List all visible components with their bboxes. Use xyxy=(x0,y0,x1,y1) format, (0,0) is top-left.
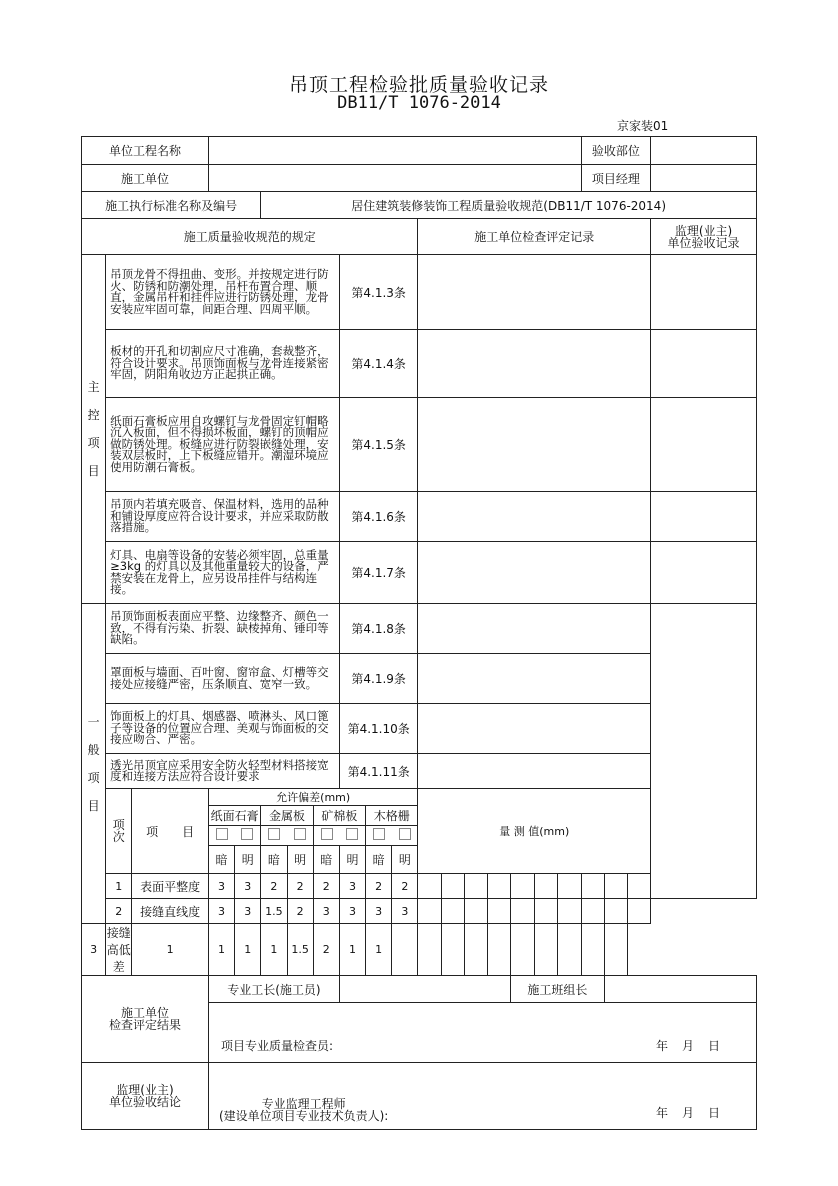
clause-ref: 第4.1.4条 xyxy=(339,330,418,398)
standard-label: 施工执行标准名称及编号 xyxy=(82,192,261,219)
measured-cell[interactable] xyxy=(627,874,650,899)
light-header: 明 xyxy=(339,846,365,874)
contractor-record-cell[interactable] xyxy=(418,542,651,604)
requirement-text: 罩面板与墙面、百叶窗、窗帘盒、灯槽等交接处应接缝严密，压条顺直、宽窄一致。 xyxy=(106,654,340,704)
clause-ref: 第4.1.8条 xyxy=(339,604,418,654)
foreman-field[interactable] xyxy=(339,976,510,1003)
tolerance-value: 2 xyxy=(392,874,418,899)
main-items-section-label xyxy=(82,255,106,604)
checkbox-icon[interactable] xyxy=(216,828,228,840)
contractor-result-line2: 检查评定结果 xyxy=(108,1018,181,1032)
requirement-text: 吊顶龙骨不得扭曲、变形。并按规定进行防火、防锈和防潮处理，吊杆布置合理、顺直，金属吊杆和挂件应进行防锈处理，龙骨安装应牢固可靠，间距合理、四周平顺。 xyxy=(106,255,340,330)
measured-cell[interactable] xyxy=(604,924,627,976)
supervisor-conclusion-label xyxy=(82,1063,209,1130)
seq-cell: 3 xyxy=(82,924,106,976)
measured-cell[interactable] xyxy=(511,924,535,976)
general-items-section-label xyxy=(82,604,106,924)
measured-cell[interactable] xyxy=(581,874,604,899)
engineer-line1: 专业监理工程师 xyxy=(261,1097,346,1111)
contractor-result-label xyxy=(82,976,209,1063)
checkbox-wood-light[interactable] xyxy=(392,826,418,846)
material-metal-board: 金属板 xyxy=(261,806,313,826)
supervising-engineer-label xyxy=(219,1098,388,1122)
project-manager-field[interactable] xyxy=(651,165,757,192)
contractor-result-line1: 施工单位 xyxy=(120,1006,169,1020)
contractor-result-field[interactable] xyxy=(208,1003,756,1063)
supervisor-record-cell[interactable] xyxy=(651,542,757,604)
tolerance-value: 2 xyxy=(313,924,339,976)
clause-ref: 第4.1.10条 xyxy=(339,704,418,754)
tolerance-value: 1 xyxy=(366,924,392,976)
acceptance-part-field[interactable] xyxy=(651,137,757,165)
supervisor-conclusion-line1: 监理(业主) xyxy=(116,1083,174,1097)
measured-cell[interactable] xyxy=(558,924,581,976)
tolerance-row xyxy=(82,899,757,924)
tolerance-value: 3 xyxy=(208,874,234,899)
material-wood-grille: 木格栅 xyxy=(366,806,418,826)
clause-ref: 第4.1.6条 xyxy=(339,492,418,542)
month-label: 月 xyxy=(681,1106,694,1120)
form-title: 吊顶工程检验批质量验收记录 xyxy=(288,74,549,96)
tolerance-value: 1 xyxy=(132,924,209,976)
measured-cell[interactable] xyxy=(487,874,510,899)
measured-cell[interactable] xyxy=(392,924,418,976)
checkbox-metal-dark[interactable] xyxy=(261,826,287,846)
tolerance-value: 3 xyxy=(235,874,261,899)
requirement-text: 饰面板上的灯具、烟感器、喷淋头、风口篦子等设备的位置应合理、美观与饰面板的交接应吻合、严密。 xyxy=(106,704,340,754)
supervisor-header-line1: 监理(业主) xyxy=(674,223,733,238)
spec-column-header: 施工质量验收规范的规定 xyxy=(82,219,418,255)
checkbox-icon[interactable] xyxy=(346,828,358,840)
measured-cell[interactable] xyxy=(511,874,535,899)
clause-ref: 第4.1.9条 xyxy=(339,654,418,704)
dark-header: 暗 xyxy=(208,846,234,874)
material-mineral-wool: 矿棉板 xyxy=(313,806,365,826)
checkbox-gypsum-dark[interactable] xyxy=(208,826,234,846)
tolerance-value: 3 xyxy=(339,899,365,924)
seq-cell: 2 xyxy=(106,899,132,924)
date-fields xyxy=(642,1104,720,1121)
year-label: 年 xyxy=(655,1106,668,1120)
acceptance-part-label: 验收部位 xyxy=(581,137,651,165)
supervisor-header-line2: 单位验收记录 xyxy=(667,235,740,250)
contractor-record-column-header: 施工单位检查评定记录 xyxy=(418,219,651,255)
dark-header: 暗 xyxy=(366,846,392,874)
allowed-deviation-header: 允许偏差(mm) xyxy=(208,789,418,806)
standard-value: 居住建筑装修装饰工程质量验收规范(DB11/T 1076-2014) xyxy=(261,192,757,219)
clause-ref: 第4.1.5条 xyxy=(339,398,418,492)
measured-cell[interactable] xyxy=(558,874,581,899)
measured-cell[interactable] xyxy=(418,899,441,924)
checkbox-icon[interactable] xyxy=(268,828,280,840)
checkbox-icon[interactable] xyxy=(241,828,253,840)
checkbox-mineral-dark[interactable] xyxy=(313,826,339,846)
engineer-line2: (建设单位项目专业技术负责人): xyxy=(218,1109,389,1123)
contractor-label: 施工单位 xyxy=(82,165,209,192)
dark-header: 暗 xyxy=(261,846,287,874)
tolerance-value: 3 xyxy=(392,899,418,924)
supervisor-conclusion-line2: 单位验收结论 xyxy=(108,1095,181,1109)
tolerance-value: 1 xyxy=(208,924,234,976)
general-label-char: 一 xyxy=(87,714,100,729)
date-fields xyxy=(642,1037,720,1054)
main-label-char: 目 xyxy=(87,464,100,478)
item-cell: 表面平整度 xyxy=(132,874,209,899)
contractor-record-cell[interactable] xyxy=(418,754,651,789)
requirement-text: 透光吊顶宜应采用安全防火轻型材料搭接宽度和连接方法应符合设计要求 xyxy=(106,754,340,789)
measured-cell[interactable] xyxy=(487,899,510,924)
standard-code: DB11/T 1076-2014 xyxy=(337,93,501,113)
main-label-char: 主 xyxy=(87,380,100,394)
measured-cell[interactable] xyxy=(558,899,581,924)
project-name-field[interactable] xyxy=(208,137,581,165)
main-item-row xyxy=(82,492,757,542)
main-item-row xyxy=(82,398,757,492)
contractor-record-cell[interactable] xyxy=(418,330,651,398)
item-cell: 接缝直线度 xyxy=(132,899,209,924)
tolerance-value: 3 xyxy=(339,874,365,899)
measured-cell[interactable] xyxy=(581,899,604,924)
month-label: 月 xyxy=(681,1039,694,1053)
year-label: 年 xyxy=(655,1039,668,1053)
clause-ref: 第4.1.3条 xyxy=(339,255,418,330)
supervisor-record-cell[interactable] xyxy=(651,604,757,899)
main-item-row xyxy=(82,542,757,604)
contractor-record-cell[interactable] xyxy=(418,604,651,654)
team-leader-field[interactable] xyxy=(604,976,756,1003)
tolerance-value: 3 xyxy=(235,899,261,924)
requirement-text: 板材的开孔和切割应尺寸准确，套裁整齐，符合设计要求。吊顶饰面板与龙骨连接紧密牢固，阴阳角收边方正起拱正确。 xyxy=(106,330,340,398)
measured-cell[interactable] xyxy=(535,899,558,924)
requirement-text: 纸面石膏板应用自攻螺钉与龙骨固定钉帽略沉入板面，但不得损坏板面，螺钉的顶帽应做防锈处理。板缝应进行防裂嵌缝处理，安装双层板时，上下板缝应错开。潮湿环境应使用防潮石膏板。 xyxy=(106,398,340,492)
measured-cell[interactable] xyxy=(464,874,487,899)
tolerance-value: 1 xyxy=(235,924,261,976)
measured-cell[interactable] xyxy=(604,874,627,899)
measured-cell[interactable] xyxy=(464,899,487,924)
requirement-text: 灯具、电扇等设备的安装必须牢固，总重量≥3kg 的灯具以及其他重量较大的设备，严禁安装在龙骨上，应另设吊挂件与结构连接。 xyxy=(106,542,340,604)
supervisor-record-cell[interactable] xyxy=(651,398,757,492)
day-label: 日 xyxy=(707,1039,720,1053)
dark-header: 暗 xyxy=(313,846,339,874)
item-header: 项 目 xyxy=(132,789,209,874)
tolerance-value: 2 xyxy=(287,874,313,899)
quality-inspector-label: 项目专业质量检查员: xyxy=(220,1039,333,1053)
contractor-record-cell[interactable] xyxy=(418,492,651,542)
material-gypsum-board: 纸面石膏 xyxy=(208,806,260,826)
tolerance-value: 2 xyxy=(313,874,339,899)
main-label-char: 项 xyxy=(87,436,100,450)
measured-cell[interactable] xyxy=(441,874,464,899)
measured-cell[interactable] xyxy=(604,899,627,924)
general-label-char: 目 xyxy=(87,798,100,813)
requirement-text: 吊顶内若填充吸音、保温材料，选用的品种和铺设厚度应符合设计要求，并应采取防散落措施。 xyxy=(106,492,340,542)
measured-cell[interactable] xyxy=(441,924,464,976)
contractor-field[interactable] xyxy=(208,165,581,192)
form-number: 京家装01 xyxy=(617,119,669,133)
main-label-char: 控 xyxy=(87,408,100,422)
supervisor-conclusion-field[interactable] xyxy=(208,1063,756,1130)
tolerance-value: 3 xyxy=(366,899,392,924)
tolerance-value: 2 xyxy=(366,874,392,899)
tolerance-value: 3 xyxy=(208,899,234,924)
checkbox-mineral-light[interactable] xyxy=(339,826,365,846)
measured-cell[interactable] xyxy=(464,924,487,976)
contractor-record-cell[interactable] xyxy=(418,398,651,492)
measured-cell[interactable] xyxy=(627,899,650,924)
project-name-label: 单位工程名称 xyxy=(82,137,209,165)
measured-cell[interactable] xyxy=(535,874,558,899)
general-label-char: 般 xyxy=(87,742,100,757)
checkbox-metal-light[interactable] xyxy=(287,826,313,846)
contractor-record-cell[interactable] xyxy=(418,704,651,754)
light-header: 明 xyxy=(392,846,418,874)
tolerance-value: 2 xyxy=(261,874,287,899)
measured-cell[interactable] xyxy=(487,924,510,976)
checkbox-gypsum-light[interactable] xyxy=(235,826,261,846)
measured-cell[interactable] xyxy=(418,874,441,899)
tolerance-value: 2 xyxy=(287,899,313,924)
contractor-record-cell[interactable] xyxy=(418,255,651,330)
light-header: 明 xyxy=(287,846,313,874)
tolerance-row xyxy=(82,924,757,976)
project-manager-label: 项目经理 xyxy=(581,165,651,192)
team-leader-label: 施工班组长 xyxy=(511,976,605,1003)
checkbox-icon[interactable] xyxy=(399,828,411,840)
clause-ref: 第4.1.11条 xyxy=(339,754,418,789)
supervisor-record-cell[interactable] xyxy=(651,330,757,398)
checkbox-icon[interactable] xyxy=(294,828,306,840)
seq-header: 项次 xyxy=(106,789,132,874)
main-item-row xyxy=(82,255,757,330)
general-label-char: 项 xyxy=(87,770,100,785)
measured-cell[interactable] xyxy=(441,899,464,924)
tolerance-value: 1.5 xyxy=(261,899,287,924)
measured-cell[interactable] xyxy=(535,924,558,976)
measured-cell[interactable] xyxy=(581,924,604,976)
checkbox-wood-dark[interactable] xyxy=(366,826,392,846)
checkbox-icon[interactable] xyxy=(321,828,333,840)
supervisor-record-cell[interactable] xyxy=(651,255,757,330)
contractor-record-cell[interactable] xyxy=(418,654,651,704)
inspection-record-table xyxy=(81,136,757,1130)
seq-cell: 1 xyxy=(106,874,132,899)
tolerance-value: 1 xyxy=(339,924,365,976)
measured-value-header: 量 测 值(mm) xyxy=(418,789,651,874)
general-item-row xyxy=(82,604,757,654)
foreman-label: 专业工长(施工员) xyxy=(208,976,339,1003)
tolerance-value: 1 xyxy=(261,924,287,976)
clause-ref: 第4.1.7条 xyxy=(339,542,418,604)
item-cell: 接缝高低差 xyxy=(106,924,132,976)
measured-cell[interactable] xyxy=(511,899,535,924)
measured-cell[interactable] xyxy=(418,924,441,976)
light-header: 明 xyxy=(235,846,261,874)
checkbox-icon[interactable] xyxy=(373,828,385,840)
main-item-row xyxy=(82,330,757,398)
supervisor-record-column-header xyxy=(651,219,757,255)
supervisor-record-cell[interactable] xyxy=(651,492,757,542)
tolerance-value: 1.5 xyxy=(287,924,313,976)
day-label: 日 xyxy=(707,1106,720,1120)
requirement-text: 吊顶饰面板表面应平整、边缘整齐、颜色一致，不得有污染、折裂、缺棱掉角、锤印等缺陷。 xyxy=(106,604,340,654)
tolerance-value: 3 xyxy=(313,899,339,924)
